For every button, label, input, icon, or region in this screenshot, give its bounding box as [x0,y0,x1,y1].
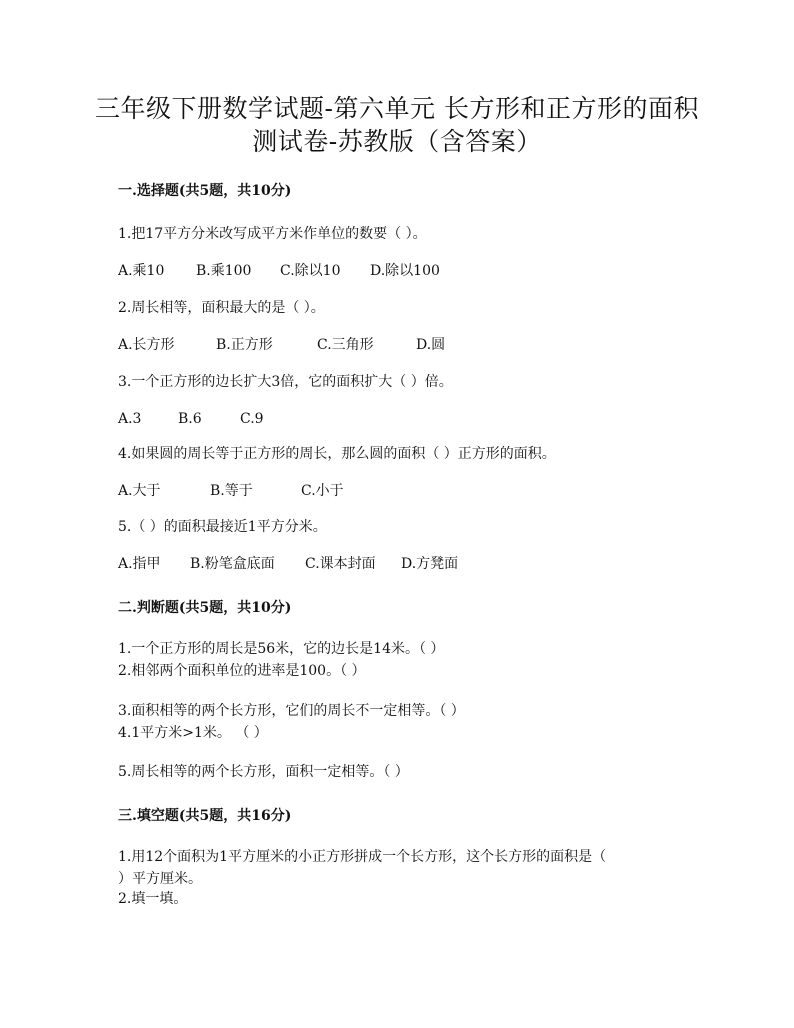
choice-1-option-d: D.除以100 [370,263,440,279]
choice-1-option-b: B.乘100 [196,263,252,279]
fill-question-2: 2.填一填。 [118,891,188,907]
choice-question-2: 2.周长相等，面积最大的是（ ）。 [118,300,325,316]
judge-question-1: 1.一个正方形的周长是56米，它的边长是14米。（ ） [118,641,445,657]
choice-4-option-a: A.大于 [118,483,161,499]
judge-question-2: 2.相邻两个面积单位的进率是100。（ ） [118,663,366,679]
choice-5-option-a: A.指甲 [118,556,161,572]
choice-3-option-b: B.6 [178,411,202,427]
choice-question-3: 3.一个正方形的边长扩大3倍，它的面积扩大（ ）倍。 [118,374,453,390]
choice-question-1: 1.把17平方分米改写成平方米作单位的数要（ ）。 [118,226,427,242]
choice-2-option-d: D.圆 [416,337,446,353]
choice-question-5: 5.（ ）的面积最接近1平方分米。 [118,519,327,535]
choice-1-option-a: A.乘10 [118,263,165,279]
judge-question-5: 5.周长相等的两个长方形，面积一定相等。（ ） [118,764,409,780]
document-title-line2: 测试卷-苏教版（含答案） [252,127,542,156]
section-fill-heading: 三.填空题(共5题，共16分) [118,808,292,824]
choice-5-option-b: B.粉笔盒底面 [190,556,275,572]
choice-5-option-d: D.方凳面 [401,556,459,572]
choice-1-option-c: C.除以10 [280,263,341,279]
choice-3-option-c: C.9 [240,411,264,427]
choice-question-4: 4.如果圆的周长等于正方形的周长，那么圆的面积（ ）正方形的面积。 [118,446,556,462]
fill-question-1-line1: 1.用12个面积为1平方厘米的小正方形拼成一个长方形，这个长方形的面积是（ [118,849,607,865]
choice-2-option-b: B.正方形 [216,337,273,353]
choice-4-option-c: C.小于 [301,483,344,499]
choice-2-option-c: C.三角形 [317,337,374,353]
choice-3-option-a: A.3 [118,411,142,427]
section-judge-heading: 二.判断题(共5题，共10分) [118,600,292,616]
choice-5-option-c: C.课本封面 [305,556,376,572]
document-title-line1: 三年级下册数学试题-第六单元 长方形和正方形的面积 [95,94,699,123]
choice-2-option-a: A.长方形 [118,337,175,353]
judge-question-4: 4.1平方米>1米。 （ ） [118,725,268,741]
choice-4-option-b: B.等于 [210,483,253,499]
fill-question-1-line2: ）平方厘米。 [118,871,202,887]
judge-question-3: 3.面积相等的两个长方形，它们的周长不一定相等。（ ） [118,703,465,719]
section-choice-heading: 一.选择题(共5题，共10分) [118,183,292,199]
